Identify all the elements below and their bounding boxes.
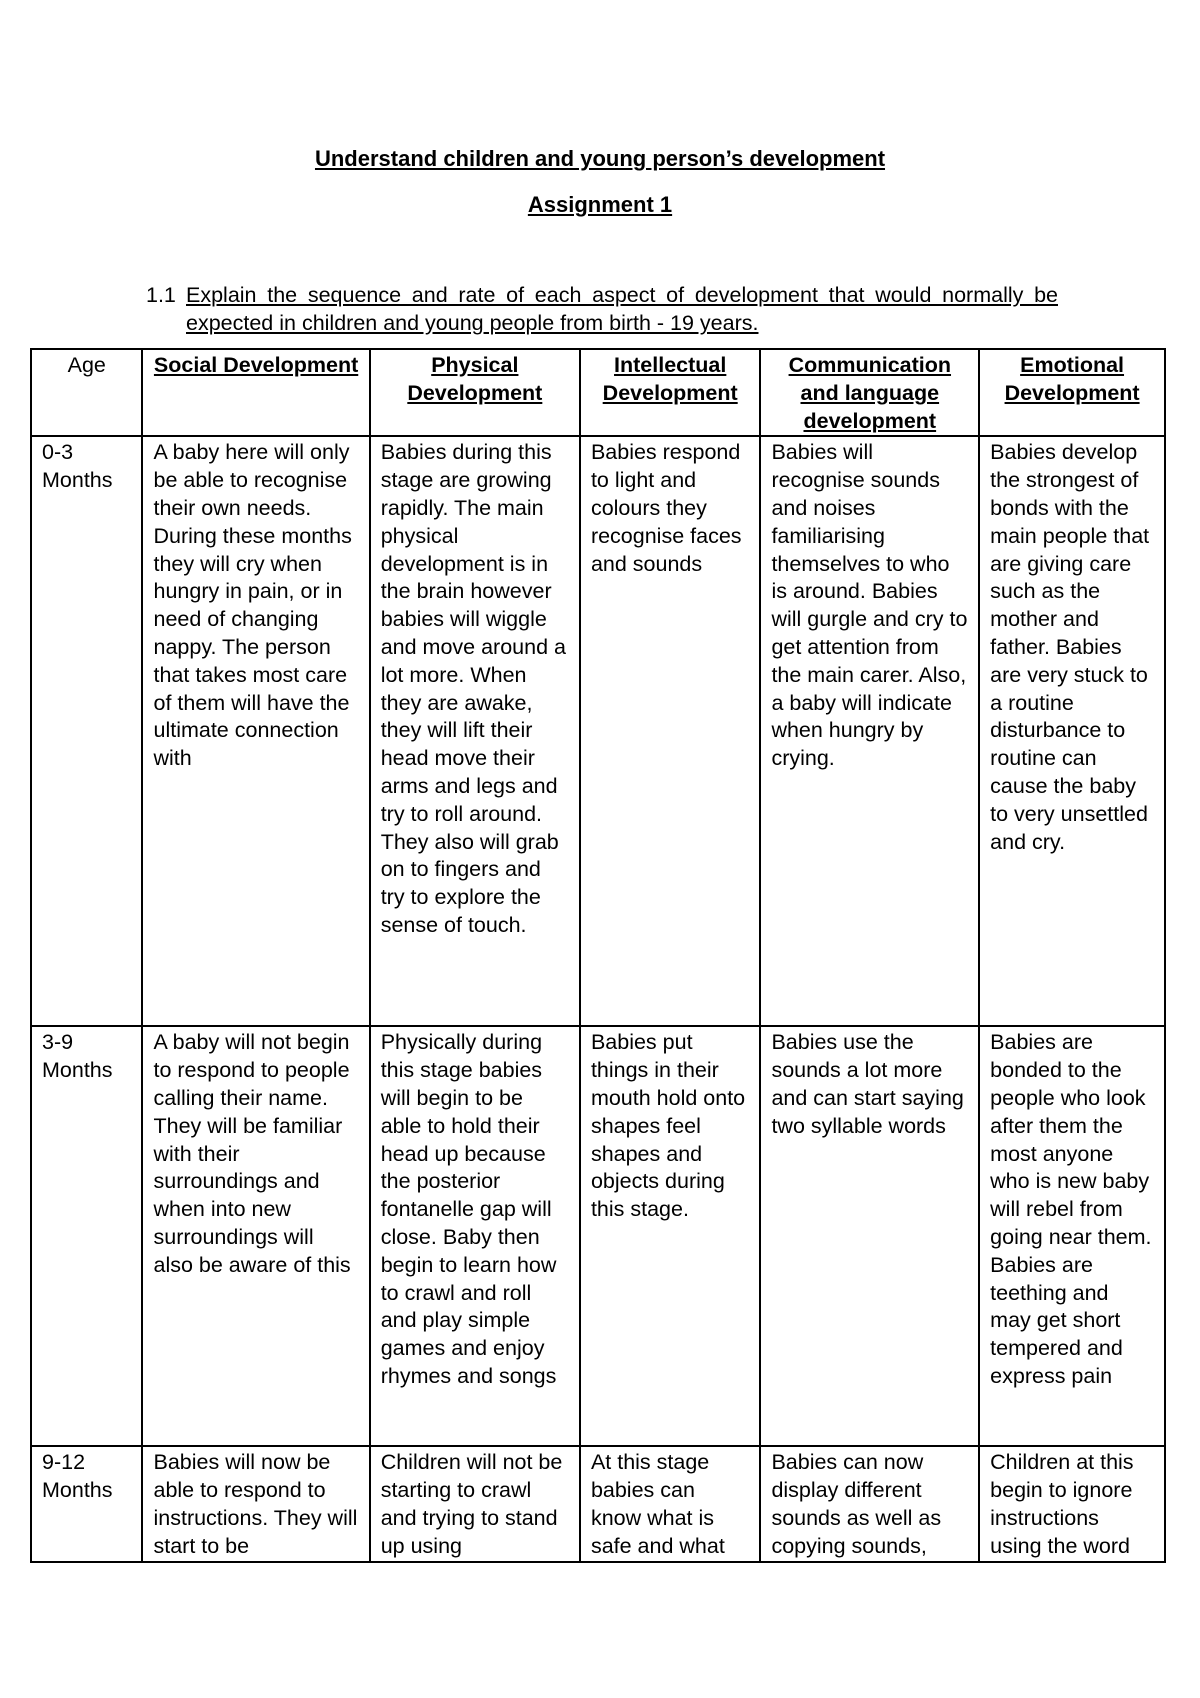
cell-communication: Babies will recognise sounds and noises familiarising themselves to who is around. Babies will gurgle and cry to get attention from the main carer. Also, a baby will indicate when hungry by crying. [760,436,979,1026]
table-row [31,1446,1165,1561]
cell-intellectual: Babies put things in their mouth hold onto shapes feel shapes and objects during this stage. [580,1026,761,1446]
development-table [30,348,1166,1563]
cell-age: 9-12 Months [31,1446,142,1561]
cell-physical: Children will not be starting to crawl and trying to stand up using [370,1446,580,1561]
cell-age: 0-3 Months [31,436,142,1026]
question-block [146,281,1058,337]
table-header-row [31,349,1165,436]
cell-emotional: Babies are bonded to the people who look after them the most anyone who is new baby will rebel from going near them. Babies are teething and may get short tempered and express pain [979,1026,1165,1446]
cell-social: A baby will not begin to respond to people calling their name. They will be familiar with their surroundings and when into new surroundings will also be aware of this [142,1026,369,1446]
header-intellectual: Intellectual Development [580,349,761,436]
table-row [31,1026,1165,1446]
question-number: 1.1 [146,283,176,307]
cell-communication: Babies can now display different sounds as well as copying sounds, [760,1446,979,1561]
cell-emotional: Babies develop the strongest of bonds with the main people that are giving care such as the mother and father. Babies are very stuck to a routine disturbance to routine can cause the baby to very unsettled and cry. [979,436,1165,1026]
cell-physical: Babies during this stage are growing rapidly. The main physical development is in the brain however babies will wiggle and move around a lot more. When they are awake, they will lift their head move their arms and legs and try to roll around. They also will grab on to fingers and try to explore the sense of touch. [370,436,580,1026]
cell-communication: Babies use the sounds a lot more and can start saying two syllable words [760,1026,979,1446]
header-emotional: Emotional Development [979,349,1165,436]
header-social: Social Development [142,349,369,436]
header-physical: Physical Development [370,349,580,436]
cell-age: 3-9 Months [31,1026,142,1446]
cell-physical: Physically during this stage babies will begin to be able to hold their head up because the posterior fontanelle gap will close. Baby then begin to learn how to crawl and roll and play simple games and enjoy rhymes and songs [370,1026,580,1446]
header-age: Age [31,349,142,436]
document-title: Understand children and young person’s development [314,146,886,171]
cell-intellectual: Babies respond to light and colours they recognise faces and sounds [580,436,761,1026]
assignment-subtitle: Assignment 1 [527,192,673,217]
cell-social: A baby here will only be able to recognise their own needs. During these months they will cry when hungry in pain, or in need of changing nappy. The person that takes most care of them will have the ultimate connection with [142,436,369,1026]
question-text: Explain the sequence and rate of each aspect of development that would normally be expected in children and young people from birth - 19 years. [186,283,1058,335]
table-row [31,436,1165,1026]
cell-intellectual: At this stage babies can know what is safe and what [580,1446,761,1561]
cell-social: Babies will now be able to respond to instructions. They will start to be [142,1446,369,1561]
header-communication: Communication and language development [760,349,979,436]
cell-emotional: Children at this begin to ignore instructions using the word [979,1446,1165,1561]
